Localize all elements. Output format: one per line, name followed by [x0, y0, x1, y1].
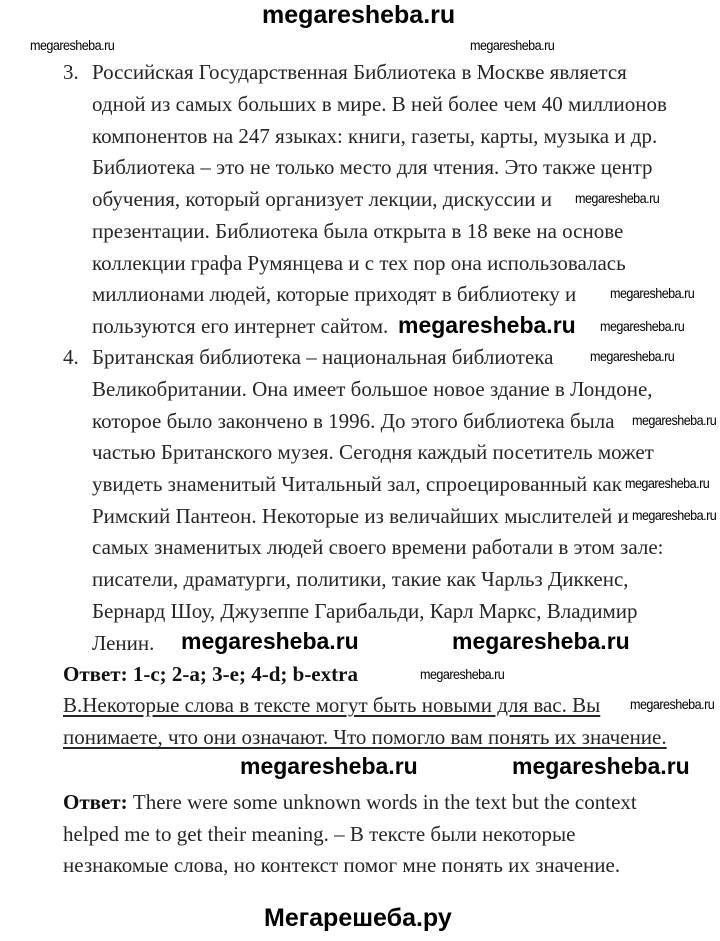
task-b-line: B.Некоторые слова в тексте могут быть новыми для вас. Вы: [63, 693, 601, 717]
text-line: одной из самых больших в мире. В ней более чем 40 миллионов: [92, 92, 667, 116]
watermark: megaresheba.ru: [452, 628, 630, 654]
text-line: презентации. Библиотека была открыта в 18 веке на основе: [92, 219, 624, 243]
answer-1: Ответ: 1-c; 2-a; 3-e; 4-d; b-extra: [63, 662, 358, 686]
watermark: megaresheba.ru: [630, 696, 715, 712]
watermark: megaresheba.ru: [181, 628, 359, 654]
watermark: megaresheba.ru: [590, 348, 675, 364]
text-line: Римский Пантеон. Некоторые из величайших мыслителей и: [92, 504, 629, 528]
watermark: megaresheba.ru: [240, 753, 418, 779]
answer-label: Ответ:: [63, 790, 128, 814]
text-line: частью Британского музея. Сегодня каждый посетитель может: [92, 440, 654, 464]
text-line: писатели, драматурги, политики, такие как Чарльз Диккенс,: [92, 567, 629, 591]
text-line: обучения, который организует лекции, дискуссии и: [92, 187, 552, 211]
text-line: Российская Государственная Библиотека в Москве является: [92, 60, 627, 84]
watermark: megaresheba.ru: [610, 285, 695, 301]
watermark: megaresheba.ru: [398, 312, 576, 338]
text-line: увидеть знаменитый Читальный зал, спроецированный как: [92, 472, 622, 496]
text-line: Великобритании. Она имеет большое новое здание в Лондоне,: [92, 377, 653, 401]
text-line: Библиотека – это не только место для чтения. Это также центр: [92, 155, 653, 179]
answer-text: There were some unknown words in the text but the context: [127, 790, 637, 814]
text-line: Бернард Шоу, Джузеппе Гарибальди, Карл Маркс, Владимир: [92, 599, 638, 623]
item-number: 4.: [63, 345, 79, 369]
text-line: компонентов на 247 языках: книги, газеты, карты, музыка и др.: [92, 124, 658, 148]
header-watermark[interactable]: megaresheba.ru: [262, 1, 456, 29]
text-line: Британская библиотека – национальная библиотека: [92, 345, 554, 369]
watermark: megaresheba.ru: [625, 475, 710, 491]
answer-2-line: незнакомые слова, но контекст помог мне понять их значение.: [63, 853, 621, 877]
text-line: которое было закончено в 1996. До этого библиотека была: [92, 409, 615, 433]
text-line: коллекции графа Румянцева и с тех пор она использовалась: [92, 251, 626, 275]
watermark: megaresheba.ru: [600, 318, 685, 334]
text-line: самых знаменитых людей своего времени работали в этом зале:: [92, 535, 664, 559]
watermark: megaresheba.ru: [30, 37, 115, 53]
item-number: 3.: [63, 60, 79, 84]
answer-2-line: [63, 790, 637, 814]
watermark: megaresheba.ru: [420, 666, 505, 682]
text-line: пользуются его интернет сайтом.: [92, 314, 389, 338]
text-line: миллионами людей, которые приходят в библиотеку и: [92, 282, 577, 306]
text-line: Ленин.: [92, 631, 155, 655]
answer-2-line: helped me to get their meaning. – В тексте были некоторые: [63, 822, 576, 846]
watermark: megaresheba.ru: [512, 753, 690, 779]
footer-brand[interactable]: Мегарешеба.ру: [264, 904, 452, 932]
watermark: megaresheba.ru: [632, 412, 717, 428]
task-b-line: понимаете, что они означают. Что помогло вам понять их значение.: [63, 725, 667, 749]
watermark: megaresheba.ru: [575, 190, 660, 206]
watermark: megaresheba.ru: [470, 37, 555, 53]
watermark: megaresheba.ru: [632, 507, 717, 523]
